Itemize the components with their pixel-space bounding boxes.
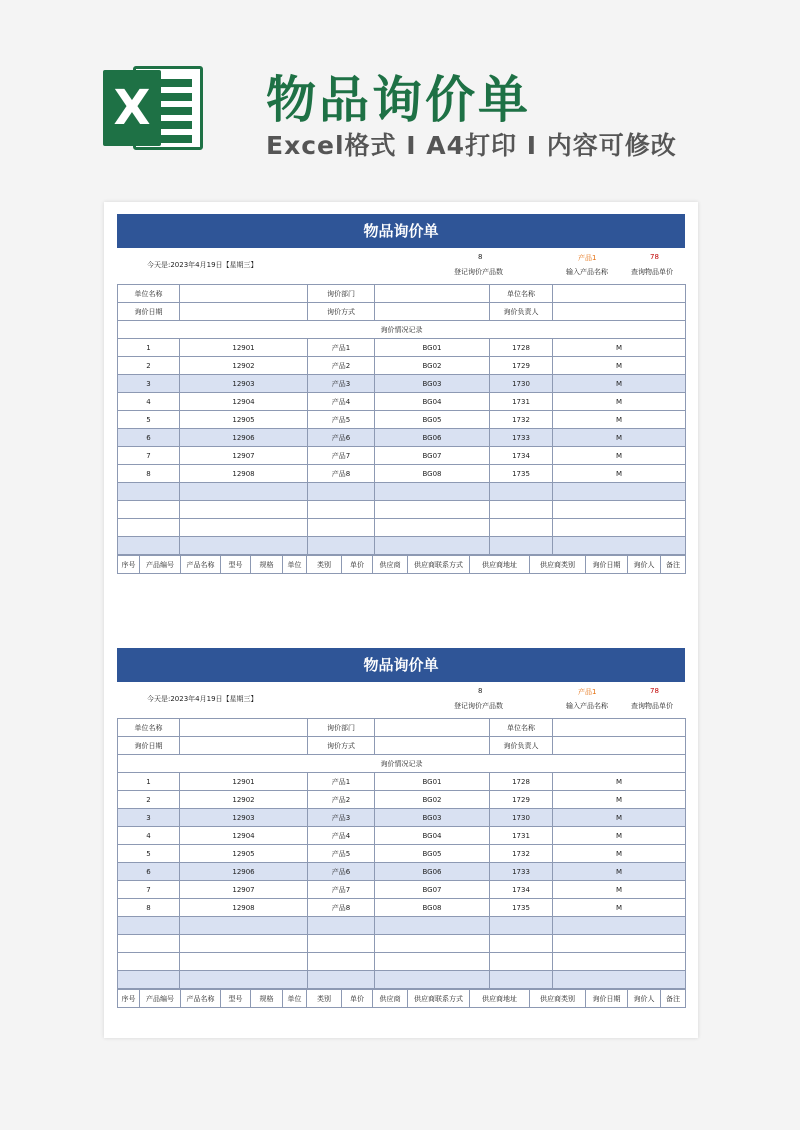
sheet-header: 物品询价单 (117, 214, 685, 248)
unit-name-label-2: 单位名称 (490, 285, 553, 303)
col-unit-cell[interactable]: M (553, 447, 686, 465)
col-model-cell[interactable]: BG04 (375, 827, 490, 845)
col-product-code-cell[interactable]: 12907 (180, 447, 308, 465)
col-inquiry-date-header: 询价日期 (586, 990, 628, 1008)
col-product-code-header: 产品编号 (140, 556, 181, 574)
product-name-input[interactable]: 产品1 (578, 688, 597, 696)
inquiry-dept-label: 询价部门 (308, 285, 375, 303)
col-index-cell[interactable]: 7 (118, 447, 180, 465)
col-unit-cell[interactable]: M (553, 827, 686, 845)
col-spec-cell[interactable] (490, 953, 553, 971)
col-index-cell[interactable]: 8 (118, 465, 180, 483)
unit-name-field[interactable] (180, 719, 308, 737)
col-index-cell[interactable] (118, 953, 180, 971)
col-index-cell[interactable] (118, 917, 180, 935)
col-unit-cell[interactable] (553, 537, 686, 555)
table-row (118, 519, 686, 537)
col-model-cell[interactable] (375, 917, 490, 935)
col-model-cell[interactable]: BG08 (375, 899, 490, 917)
col-spec-cell[interactable]: 1735 (490, 465, 553, 483)
col-model-cell[interactable] (375, 953, 490, 971)
col-price-header: 单价 (342, 556, 373, 574)
col-product-name-cell[interactable]: 产品4 (308, 827, 375, 845)
today-date: 今天是:2023年4月19日【星期三】 (147, 695, 258, 703)
col-supplier-type-header: 供应商类别 (530, 556, 586, 574)
col-spec-cell[interactable]: 1729 (490, 357, 553, 375)
col-product-code-cell[interactable]: 12906 (180, 863, 308, 881)
inquiry-date-label: 询价日期 (118, 303, 180, 321)
inquiry-date-field[interactable] (180, 303, 308, 321)
col-index-cell[interactable] (118, 501, 180, 519)
col-model-cell[interactable] (375, 935, 490, 953)
col-product-name-cell[interactable] (308, 519, 375, 537)
table-row (118, 465, 686, 483)
col-model-cell[interactable]: BG05 (375, 845, 490, 863)
table-row (118, 773, 686, 791)
col-unit-cell[interactable]: M (553, 809, 686, 827)
col-index-cell[interactable]: 3 (118, 375, 180, 393)
col-remark-header: 备注 (661, 556, 686, 574)
banner-title: 物品询价单 (266, 71, 531, 129)
col-inquiry-date-header: 询价日期 (586, 556, 628, 574)
unit-price-label: 查询物品单价 (631, 268, 673, 276)
col-product-name-cell[interactable] (308, 935, 375, 953)
product-count-label: 登记询价产品数 (454, 268, 503, 276)
unit-name-field-2[interactable] (553, 285, 686, 303)
col-spec-cell[interactable] (490, 537, 553, 555)
summary-bar (117, 248, 685, 284)
col-index-cell[interactable]: 6 (118, 429, 180, 447)
col-product-code-cell[interactable]: 12904 (180, 393, 308, 411)
col-supplier-address-header: 供应商地址 (470, 990, 530, 1008)
table-row (118, 917, 686, 935)
col-unit-cell[interactable] (553, 501, 686, 519)
table-row (118, 537, 686, 555)
col-model-cell[interactable]: BG07 (375, 447, 490, 465)
col-unit-cell[interactable]: M (553, 429, 686, 447)
col-supplier-type-header: 供应商类别 (530, 990, 586, 1008)
col-model-cell[interactable] (375, 537, 490, 555)
col-spec-cell[interactable]: 1728 (490, 339, 553, 357)
record-section-title: 询价情况记录 (118, 321, 686, 339)
inquiry-person-field[interactable] (553, 737, 686, 755)
col-spec-cell[interactable] (490, 519, 553, 537)
inquiry-method-label: 询价方式 (308, 303, 375, 321)
inquiry-method-label: 询价方式 (308, 737, 375, 755)
unit-price-label: 查询物品单价 (631, 702, 673, 710)
col-remark-header: 备注 (661, 990, 686, 1008)
col-spec-cell[interactable]: 1730 (490, 375, 553, 393)
col-index-cell[interactable] (118, 483, 180, 501)
inquiry-date-field[interactable] (180, 737, 308, 755)
table-row (118, 935, 686, 953)
col-model-cell[interactable]: BG03 (375, 809, 490, 827)
table-row (118, 863, 686, 881)
table-row (118, 339, 686, 357)
col-product-name-cell[interactable] (308, 953, 375, 971)
col-product-name-cell[interactable]: 产品2 (308, 357, 375, 375)
col-spec-cell[interactable]: 1728 (490, 773, 553, 791)
col-model-cell[interactable]: BG05 (375, 411, 490, 429)
col-product-code-cell[interactable]: 12901 (180, 773, 308, 791)
col-product-code-cell[interactable]: 12908 (180, 899, 308, 917)
col-index-header: 序号 (118, 990, 140, 1008)
col-product-code-header: 产品编号 (140, 990, 181, 1008)
col-unit-cell[interactable]: M (553, 863, 686, 881)
col-unit-cell[interactable]: M (553, 791, 686, 809)
col-unit-cell[interactable]: M (553, 899, 686, 917)
col-product-code-cell[interactable] (180, 519, 308, 537)
unit-name-label: 单位名称 (118, 719, 180, 737)
col-product-code-cell[interactable] (180, 917, 308, 935)
col-product-name-cell[interactable]: 产品3 (308, 375, 375, 393)
col-model-cell[interactable]: BG06 (375, 863, 490, 881)
col-spec-cell[interactable]: 1734 (490, 447, 553, 465)
col-product-name-cell[interactable] (308, 501, 375, 519)
col-unit-header: 单位 (283, 556, 307, 574)
table-row (118, 827, 686, 845)
col-model-cell[interactable]: BG01 (375, 339, 490, 357)
product-count-value[interactable]: 8 (478, 687, 483, 695)
col-spec-cell[interactable] (490, 501, 553, 519)
col-index-cell[interactable]: 1 (118, 339, 180, 357)
col-index-cell[interactable] (118, 519, 180, 537)
table-row (118, 971, 686, 989)
col-unit-cell[interactable]: M (553, 375, 686, 393)
col-index-cell[interactable]: 8 (118, 899, 180, 917)
col-product-name-cell[interactable]: 产品6 (308, 863, 375, 881)
table-row (118, 447, 686, 465)
table-row (118, 393, 686, 411)
col-product-name-cell[interactable]: 产品5 (308, 845, 375, 863)
table-row (118, 411, 686, 429)
col-unit-cell[interactable]: M (553, 881, 686, 899)
col-price-header: 单价 (342, 990, 373, 1008)
excel-icon (103, 60, 206, 156)
today-date: 今天是:2023年4月19日【星期三】 (147, 261, 258, 269)
inquiry-sheet (117, 648, 685, 1008)
inquiry-sheet (117, 214, 685, 574)
col-index-cell[interactable]: 5 (118, 845, 180, 863)
inquiry-person-field[interactable] (553, 303, 686, 321)
col-product-name-cell[interactable] (308, 537, 375, 555)
table-row (118, 881, 686, 899)
col-product-name-cell[interactable]: 产品8 (308, 899, 375, 917)
inquiry-person-label: 询价负责人 (490, 303, 553, 321)
inquiry-method-field[interactable] (375, 303, 490, 321)
product-name-label: 输入产品名称 (566, 268, 608, 276)
product-name-label: 输入产品名称 (566, 702, 608, 710)
col-unit-cell[interactable] (553, 917, 686, 935)
col-model-cell[interactable]: BG08 (375, 465, 490, 483)
inquiry-form-table (117, 284, 686, 555)
col-product-code-cell[interactable]: 12902 (180, 357, 308, 375)
col-product-name-cell[interactable]: 产品3 (308, 809, 375, 827)
col-spec-header: 规格 (251, 990, 283, 1008)
col-spec-cell[interactable] (490, 935, 553, 953)
col-spec-cell[interactable] (490, 971, 553, 989)
col-index-cell[interactable]: 7 (118, 881, 180, 899)
col-spec-cell[interactable]: 1735 (490, 899, 553, 917)
col-unit-cell[interactable]: M (553, 845, 686, 863)
summary-bar (117, 682, 685, 718)
col-product-code-cell[interactable] (180, 537, 308, 555)
unit-price-value[interactable]: 78 (650, 687, 659, 695)
col-model-header: 型号 (221, 556, 251, 574)
col-unit-cell[interactable] (553, 935, 686, 953)
col-inquirer-header: 询价人 (628, 990, 661, 1008)
col-model-cell[interactable] (375, 483, 490, 501)
col-category-header: 类别 (307, 556, 342, 574)
col-model-header: 型号 (221, 990, 251, 1008)
column-header-row (118, 556, 686, 574)
excel-logo-letter: X (103, 70, 161, 146)
table-row (118, 429, 686, 447)
col-spec-cell[interactable]: 1732 (490, 845, 553, 863)
inquiry-dept-field[interactable] (375, 285, 490, 303)
col-product-code-cell[interactable]: 12906 (180, 429, 308, 447)
col-product-code-cell[interactable] (180, 953, 308, 971)
col-supplier-header: 供应商 (373, 990, 408, 1008)
col-index-cell[interactable]: 3 (118, 809, 180, 827)
col-model-cell[interactable]: BG06 (375, 429, 490, 447)
col-supplier-header: 供应商 (373, 556, 408, 574)
col-product-code-cell[interactable] (180, 501, 308, 519)
col-unit-cell[interactable] (553, 483, 686, 501)
table-row (118, 845, 686, 863)
col-product-name-cell[interactable]: 产品4 (308, 393, 375, 411)
table-row (118, 899, 686, 917)
col-model-cell[interactable] (375, 519, 490, 537)
col-model-cell[interactable]: BG03 (375, 375, 490, 393)
col-model-cell[interactable]: BG01 (375, 773, 490, 791)
inquiry-dept-field[interactable] (375, 719, 490, 737)
col-product-code-cell[interactable]: 12901 (180, 339, 308, 357)
col-product-name-cell[interactable] (308, 917, 375, 935)
inquiry-form-table (117, 718, 686, 989)
col-unit-cell[interactable]: M (553, 773, 686, 791)
col-supplier-contact-header: 供应商联系方式 (408, 990, 470, 1008)
col-product-code-cell[interactable]: 12904 (180, 827, 308, 845)
inquiry-person-label: 询价负责人 (490, 737, 553, 755)
template-banner (0, 0, 800, 190)
banner-subtitle: Excel格式 I A4打印 I 内容可修改 (266, 131, 677, 160)
table-row (118, 483, 686, 501)
col-unit-cell[interactable] (553, 953, 686, 971)
product-count-label: 登记询价产品数 (454, 702, 503, 710)
document-page (104, 202, 698, 1038)
col-spec-cell[interactable] (490, 483, 553, 501)
col-unit-cell[interactable]: M (553, 393, 686, 411)
col-spec-cell[interactable]: 1729 (490, 791, 553, 809)
unit-price-value[interactable]: 78 (650, 253, 659, 261)
unit-name-field-2[interactable] (553, 719, 686, 737)
col-unit-cell[interactable] (553, 519, 686, 537)
col-inquirer-header: 询价人 (628, 556, 661, 574)
unit-name-field[interactable] (180, 285, 308, 303)
col-product-name-cell[interactable]: 产品5 (308, 411, 375, 429)
inquiry-method-field[interactable] (375, 737, 490, 755)
table-row (118, 791, 686, 809)
col-product-name-cell[interactable] (308, 971, 375, 989)
product-name-input[interactable]: 产品1 (578, 254, 597, 262)
col-spec-header: 规格 (251, 556, 283, 574)
col-model-cell[interactable] (375, 501, 490, 519)
col-index-header: 序号 (118, 556, 140, 574)
col-product-name-header: 产品名称 (181, 556, 221, 574)
col-product-name-cell[interactable]: 产品7 (308, 447, 375, 465)
inquiry-record-table (117, 989, 686, 1008)
col-product-code-cell[interactable]: 12903 (180, 809, 308, 827)
col-product-name-cell[interactable]: 产品7 (308, 881, 375, 899)
record-section-title: 询价情况记录 (118, 755, 686, 773)
col-model-cell[interactable]: BG02 (375, 791, 490, 809)
col-category-header: 类别 (307, 990, 342, 1008)
table-row (118, 501, 686, 519)
col-product-code-cell[interactable] (180, 935, 308, 953)
col-product-code-cell[interactable]: 12908 (180, 465, 308, 483)
col-index-cell[interactable]: 6 (118, 863, 180, 881)
col-index-cell[interactable]: 2 (118, 357, 180, 375)
col-model-cell[interactable] (375, 971, 490, 989)
inquiry-record-table (117, 555, 686, 574)
col-product-name-cell[interactable]: 产品1 (308, 773, 375, 791)
col-index-cell[interactable]: 2 (118, 791, 180, 809)
col-supplier-contact-header: 供应商联系方式 (408, 556, 470, 574)
col-product-name-header: 产品名称 (181, 990, 221, 1008)
col-index-cell[interactable] (118, 935, 180, 953)
inquiry-dept-label: 询价部门 (308, 719, 375, 737)
unit-name-label-2: 单位名称 (490, 719, 553, 737)
col-supplier-address-header: 供应商地址 (470, 556, 530, 574)
col-unit-cell[interactable] (553, 971, 686, 989)
table-row (118, 953, 686, 971)
col-model-cell[interactable]: BG07 (375, 881, 490, 899)
col-product-name-cell[interactable]: 产品8 (308, 465, 375, 483)
col-product-code-cell[interactable] (180, 483, 308, 501)
table-row (118, 357, 686, 375)
col-index-cell[interactable]: 4 (118, 827, 180, 845)
col-spec-cell[interactable]: 1731 (490, 827, 553, 845)
col-spec-cell[interactable]: 1732 (490, 411, 553, 429)
col-product-code-cell[interactable]: 12905 (180, 845, 308, 863)
col-index-cell[interactable]: 5 (118, 411, 180, 429)
col-unit-cell[interactable]: M (553, 465, 686, 483)
col-spec-cell[interactable] (490, 917, 553, 935)
inquiry-date-label: 询价日期 (118, 737, 180, 755)
col-index-cell[interactable]: 4 (118, 393, 180, 411)
col-spec-cell[interactable]: 1734 (490, 881, 553, 899)
col-product-name-cell[interactable]: 产品1 (308, 339, 375, 357)
table-row (118, 809, 686, 827)
col-spec-cell[interactable]: 1733 (490, 863, 553, 881)
product-count-value[interactable]: 8 (478, 253, 483, 261)
col-index-cell[interactable]: 1 (118, 773, 180, 791)
table-row (118, 375, 686, 393)
col-model-cell[interactable]: BG04 (375, 393, 490, 411)
col-product-name-cell[interactable]: 产品6 (308, 429, 375, 447)
col-unit-cell[interactable]: M (553, 411, 686, 429)
col-unit-header: 单位 (283, 990, 307, 1008)
col-product-code-cell[interactable]: 12903 (180, 375, 308, 393)
column-header-row (118, 990, 686, 1008)
col-product-name-cell[interactable]: 产品2 (308, 791, 375, 809)
col-index-cell[interactable] (118, 971, 180, 989)
sheet-header: 物品询价单 (117, 648, 685, 682)
col-index-cell[interactable] (118, 537, 180, 555)
col-spec-cell[interactable]: 1730 (490, 809, 553, 827)
col-unit-cell[interactable]: M (553, 357, 686, 375)
col-spec-cell[interactable]: 1733 (490, 429, 553, 447)
col-model-cell[interactable]: BG02 (375, 357, 490, 375)
unit-name-label: 单位名称 (118, 285, 180, 303)
col-product-code-cell[interactable]: 12902 (180, 791, 308, 809)
col-spec-cell[interactable]: 1731 (490, 393, 553, 411)
col-product-name-cell[interactable] (308, 483, 375, 501)
col-product-code-cell[interactable]: 12907 (180, 881, 308, 899)
col-product-code-cell[interactable]: 12905 (180, 411, 308, 429)
col-product-code-cell[interactable] (180, 971, 308, 989)
col-unit-cell[interactable]: M (553, 339, 686, 357)
